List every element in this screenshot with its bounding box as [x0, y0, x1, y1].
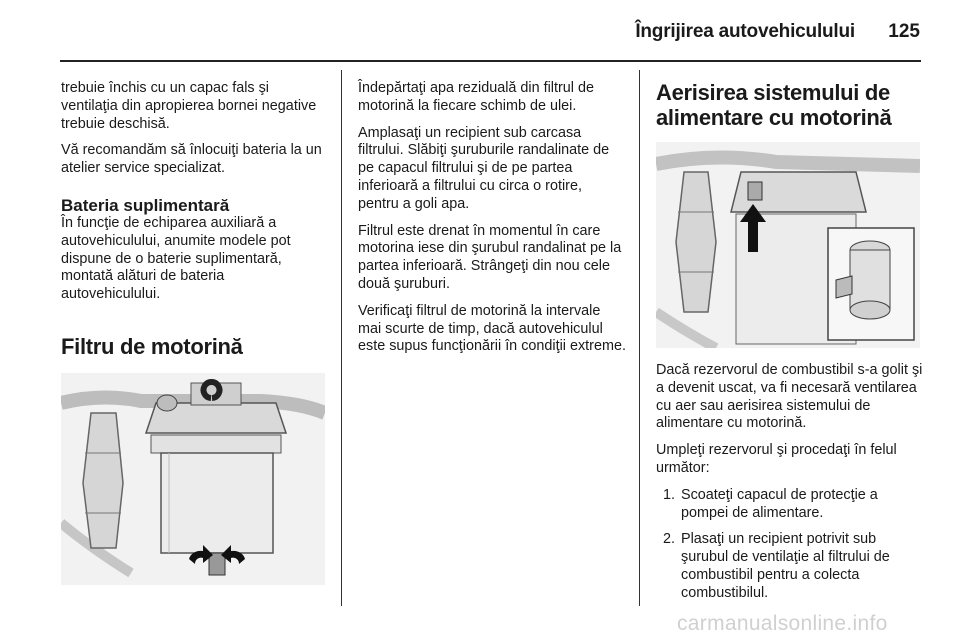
paragraph: Dacă rezervorul de combustibil s-a golit şi a devenit uscat, va fi necesară ventilarea cu aer sau aerisirea sistemului de alimentare cu motorină.: [656, 362, 923, 432]
heading-fuel-system-bleeding: Aerisirea sistemului de alimentare cu motorină: [656, 80, 892, 130]
paragraph: În funcţie de echiparea auxiliară a autovehiculului, anumite modele pot dispune de o baterie suplimentară, montată alături de bateria autovehiculului.: [61, 214, 291, 303]
fuel-bleed-illustration: [656, 142, 920, 348]
column-right: [656, 80, 924, 612]
step-number: 2.: [663, 531, 676, 548]
column-left: [61, 80, 327, 585]
subheading-auxiliary-battery: Bateria suplimentară: [61, 195, 230, 215]
paragraph: Verificaţi filtrul de motorină la intervale mai scurte de timp, dacă autovehiculul este supus funcţionării în condiţii extreme.: [358, 302, 626, 355]
steps-list: [656, 487, 924, 603]
paragraph: Îndepărtaţi apa reziduală din filtrul de motorină la fiecare schimb de ulei.: [358, 80, 594, 114]
page-title: Îngrijirea autovehiculului: [635, 21, 855, 42]
paragraph: Umpleţi rezervorul şi procedaţi în felul următor:: [656, 442, 897, 476]
column-separator: [341, 70, 342, 606]
page-number: 125: [888, 21, 920, 42]
header-rule: [60, 60, 921, 62]
list-item: [656, 487, 924, 523]
paragraph: Filtrul este drenat în momentul în care motorina iese din şurubul randalinat pe la partea inferioară. Strângeţi din nou cele două şuruburi.: [358, 222, 622, 292]
list-item: [656, 531, 924, 602]
column-middle: [358, 80, 626, 365]
page-header: [0, 0, 960, 60]
paragraph: trebuie închis cu un capac fals şi ventilaţia din apropierea bornei negative trebuie deschisă.: [61, 80, 317, 132]
heading-diesel-filter: Filtru de motorină: [61, 333, 243, 359]
paragraph: Vă recomandăm să înlocuiţi bateria la un atelier service specializat.: [61, 142, 322, 177]
step-text: Plasaţi un recipient potrivit sub şurubul de ventilaţie al filtrului de combustibil pentru a colecta combustibilul.: [681, 531, 890, 601]
column-separator: [639, 70, 640, 606]
watermark: carmanualsonline.info: [677, 612, 888, 635]
step-number: 1.: [663, 486, 676, 503]
step-text: Scoateţi capacul de protecţie a pompei de alimentare.: [681, 486, 878, 521]
diesel-filter-illustration: [61, 373, 325, 585]
paragraph: Amplasaţi un recipient sub carcasa filtrului. Slăbiţi şuruburile randalinate de pe capacul filtrului şi de pe partea inferioară a filtrului cu circa o rotire, pentru a goli apa.: [358, 124, 610, 212]
